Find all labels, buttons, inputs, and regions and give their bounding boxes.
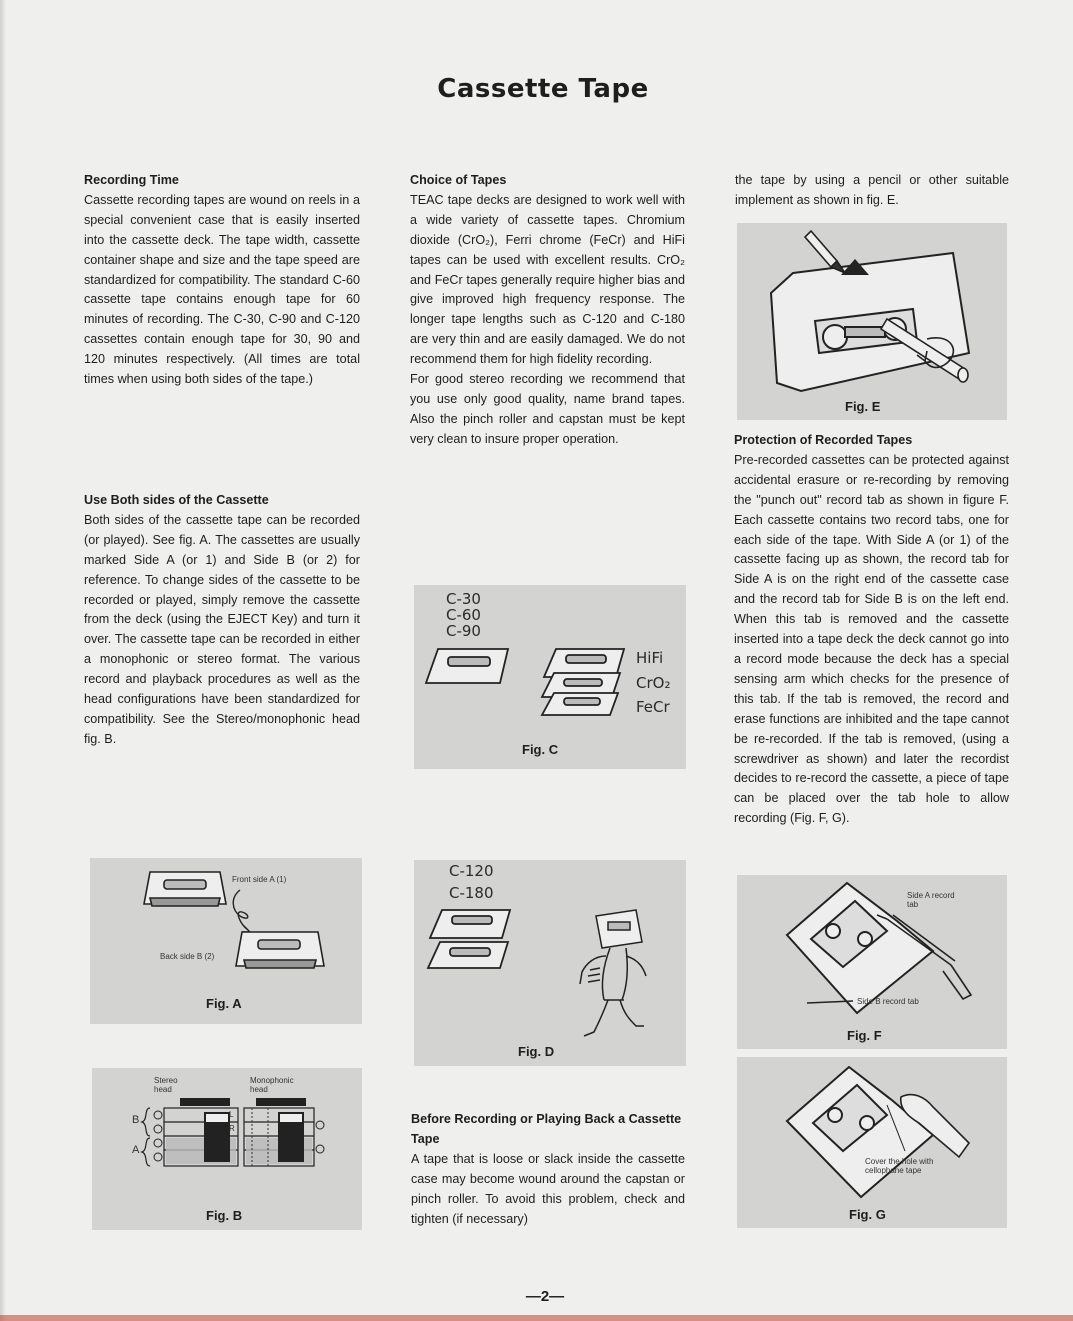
side-b-tab-label: Side B record tab (857, 997, 919, 1006)
recording-time-text: Cassette recording tapes are wound on reels in a special convenient case that is easily inserted into the cassette deck. The tape width, cassette container shape and size and the tape speed are standardized for compatibility. The standard C-60 cassette tape contains enough tape for 60 minutes of recording. The C-30, C-90 and C-120 cassettes contain enough tape for 30, 90 and 120 minutes respectively. (All times are total times when using both sides of the tape.) (84, 192, 360, 387)
intro-section (735, 171, 1009, 211)
both-sides-heading: Use Both sides of the Cassette (84, 493, 269, 507)
recording-time-heading: Recording Time (84, 173, 179, 187)
side-a-tab-label: Side A record tab (907, 891, 955, 909)
channel-r-label: R (229, 1124, 235, 1133)
channel-l-label: L (229, 1110, 234, 1119)
side-b-marker: B (132, 1114, 140, 1126)
protection-text: Pre-recorded cassettes can be protected against accidental erasure or re-recording by removing the "punch out" record tab as shown in figure F. Each cassette contains two record tabs, one for each side of the tape. With Side A (or 1) of the cassette facing up as shown, the record tab for Side A is on the right end of the cassette case and the record tab for Side B is on the left end. When this tab is removed and the cassette inserted into a tape deck the deck cannot go into a record mode because the deck has a special sensing arm which checks for the presence of this tab. If the tab is removed, the record and erase functions are inhibited and the tape cannot be re-recorded. If the tab is removed, (using a screwdriver as shown) and later the recordist decides to re-record the cassette, a piece of tape can be placed over the tab hole to allow recording (Fig. F, G). (734, 452, 1009, 826)
fig-a-label: Fig. A (206, 996, 242, 1011)
fig-g-label: Fig. G (849, 1207, 886, 1222)
fig-c-label: Fig. C (522, 742, 559, 757)
choice-text-2: For good stereo recording we recommend that you use only good quality, name brand tapes. Also the pinch roller and capstan must be kept very clean to insure proper operation. (410, 372, 685, 446)
fig-g (737, 1057, 1007, 1228)
type-fecr: FeCr (636, 698, 670, 716)
recording-time-section (84, 171, 360, 390)
type-hifi: HiFi (636, 649, 664, 667)
fig-d (414, 860, 686, 1066)
length-c30: C-30 (446, 590, 481, 608)
fig-b-label: Fig. B (206, 1208, 243, 1223)
choice-heading: Choice of Tapes (410, 173, 507, 187)
front-side-label: Front side A (1) (232, 875, 287, 884)
back-side-label: Back side B (2) (160, 952, 215, 961)
fig-d-label: Fig. D (518, 1044, 555, 1059)
page-number: —2— (525, 1288, 565, 1305)
length-c120: C-120 (449, 862, 494, 880)
fig-f (737, 875, 1007, 1049)
length-c180: C-180 (449, 884, 494, 902)
fig-e-label: Fig. E (845, 399, 881, 414)
choice-text: TEAC tape decks are designed to work well with a wide variety of cassette tapes. Chromium dioxide (CrO₂), Ferri chrome (FeCr) and HiFi tapes can be used with excellent results. CrO₂ and FeCr tapes generally require higher bias and give improved high frequency response. The longer tape lengths such as C-120 and C-180 are very thin and are easily damaged. We do not recommend them for high fidelity recording. (410, 192, 685, 367)
before-heading: Before Recording or Playing Back a Cassette Tape (411, 1112, 682, 1146)
length-c60: C-60 (446, 606, 481, 624)
fig-a (90, 858, 362, 1024)
before-text: A tape that is loose or slack inside the cassette case may become wound around the capstan or pinch roller. To avoid this problem, check and tighten (if necessary) (411, 1151, 685, 1226)
fig-e (737, 223, 1007, 420)
protection-heading: Protection of Recorded Tapes (734, 433, 913, 447)
fig-f-label: Fig. F (847, 1028, 882, 1043)
bottom-edge (0, 1315, 1073, 1321)
page-edge (0, 0, 6, 1321)
mono-head-label: Monophonic head (250, 1076, 294, 1094)
intro-text: the tape by using a pencil or other suitable implement as shown in fig. E. (735, 173, 1009, 207)
page-title: Cassette Tape (437, 74, 649, 104)
cassette-character-illustration (414, 860, 686, 1066)
choice-section (410, 171, 685, 450)
before-recording-section (411, 1110, 685, 1229)
side-a-marker: A (132, 1144, 140, 1156)
protection-section (734, 431, 1009, 829)
cellophane-cover-illustration (737, 1057, 1007, 1228)
fig-b (92, 1068, 362, 1230)
screwdriver-tab-removal-illustration (737, 875, 1007, 1049)
cover-hole-label: Cover the hole with cellophane tape (865, 1157, 934, 1175)
length-c90: C-90 (446, 622, 481, 640)
both-sides-text: Both sides of the cassette tape can be recorded (or played). See fig. A. The cassettes are usually marked Side A (or 1) and Side B (or 2) for reference. To change sides of the cassette to be recorded or played, simply remove the cassette from the deck (using the EJECT Key) and turn it over. The cassette tape can be recorded in either a monophonic or stereo format. The various record and playback procedures as well as the head configurations have been standardized for compatibility. See the Stereo/monophonic head fig. B. (84, 512, 360, 746)
type-cro2: CrO₂ (636, 674, 671, 692)
pencil-tightening-illustration (737, 223, 1007, 420)
both-sides-section (84, 491, 360, 750)
stereo-head-label: Stereo head (154, 1076, 178, 1094)
fig-c (414, 585, 686, 769)
